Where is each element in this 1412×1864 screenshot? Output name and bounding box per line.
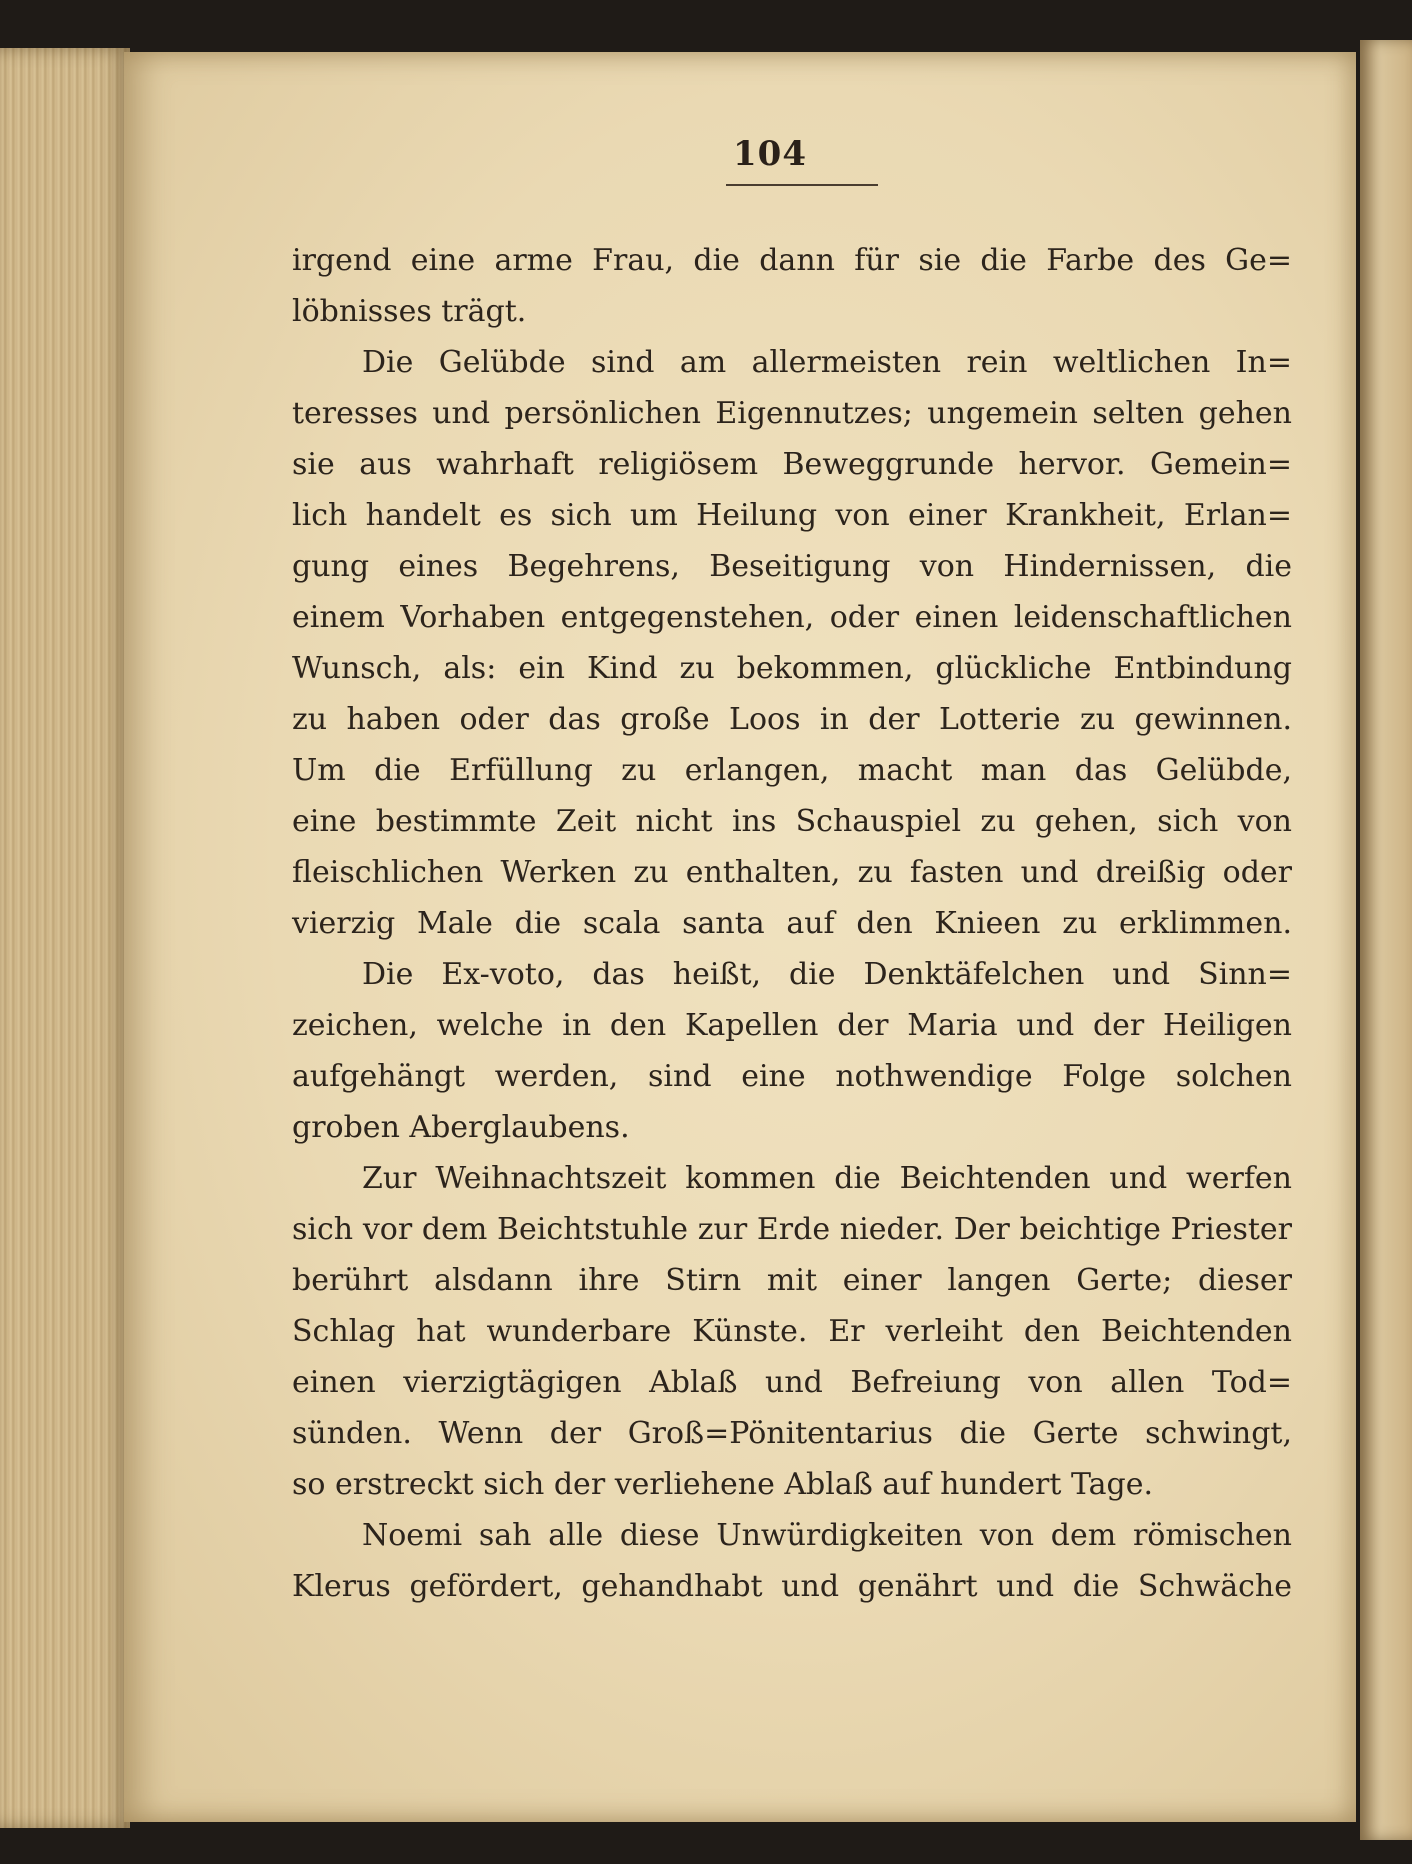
text-line: gung eines Begehrens, Beseitigung von Hindernissen, die [292,549,1292,584]
text-line: sünden. Wenn der Groß=Pönitentarius die Gerte schwingt, [292,1416,1292,1451]
text-line: löbnisses trägt. [292,294,527,329]
text-line: Um die Erfüllung zu erlangen, macht man das Gelübde, [292,753,1292,788]
text-line: Noemi sah alle diese Unwürdigkeiten von dem römischen [362,1518,1292,1553]
book-page [124,52,1356,1822]
text-line: teresses und persönlichen Eigennutzes; ungemein selten gehen [292,396,1292,431]
text-line: aufgehängt werden, sind eine nothwendige Folge solchen [292,1059,1292,1094]
text-line: eine bestimmte Zeit nicht ins Schauspiel zu gehen, sich von [292,804,1292,839]
page-number-rule [726,184,878,186]
text-line: Wunsch, als: ein Kind zu bekommen, glückliche Entbindung [292,651,1292,686]
text-line: Die Gelübde sind am allermeisten rein weltlichen In= [362,345,1292,380]
text-line: fleischlichen Werken zu enthalten, zu fasten und dreißig oder [292,855,1292,890]
text-line: einen vierzigtägigen Ablaß und Befreiung von allen Tod= [292,1365,1292,1400]
text-line: sich vor dem Beichtstuhle zur Erde nieder. Der beichtige Priester [292,1212,1292,1247]
text-line: groben Aberglaubens. [292,1110,630,1145]
text-line: lich handelt es sich um Heilung von einer Krankheit, Erlan= [292,498,1292,533]
text-line: sie aus wahrhaft religiösem Beweggrunde hervor. Gemein= [292,447,1292,482]
text-line: einem Vorhaben entgegenstehen, oder einen leidenschaftlichen [292,600,1292,635]
text-line: irgend eine arme Frau, die dann für sie die Farbe des Ge= [292,243,1292,278]
text-line: Zur Weihnachtszeit kommen die Beichtenden und werfen [362,1161,1292,1196]
page-number: 104 [733,134,807,174]
text-line: Schlag hat wunderbare Künste. Er verleiht den Beichtenden [292,1314,1292,1349]
body-text [292,235,1292,1612]
text-line: zeichen, welche in den Kapellen der Maria und der Heiligen [292,1008,1292,1043]
left-page-edges [0,48,130,1828]
text-line: berührt alsdann ihre Stirn mit einer langen Gerte; dieser [292,1263,1292,1298]
text-line: zu haben oder das große Loos in der Lotterie zu gewinnen. [292,702,1292,737]
text-line: vierzig Male die scala santa auf den Knieen zu erklimmen. [292,906,1292,941]
text-line: Die Ex-voto, das heißt, die Denktäfelchen und Sinn= [362,957,1292,992]
right-page-edge [1360,40,1412,1840]
text-line: Klerus gefördert, gehandhabt und genährt und die Schwäche [292,1569,1292,1604]
text-line: so erstreckt sich der verliehene Ablaß auf hundert Tage. [292,1467,1154,1502]
